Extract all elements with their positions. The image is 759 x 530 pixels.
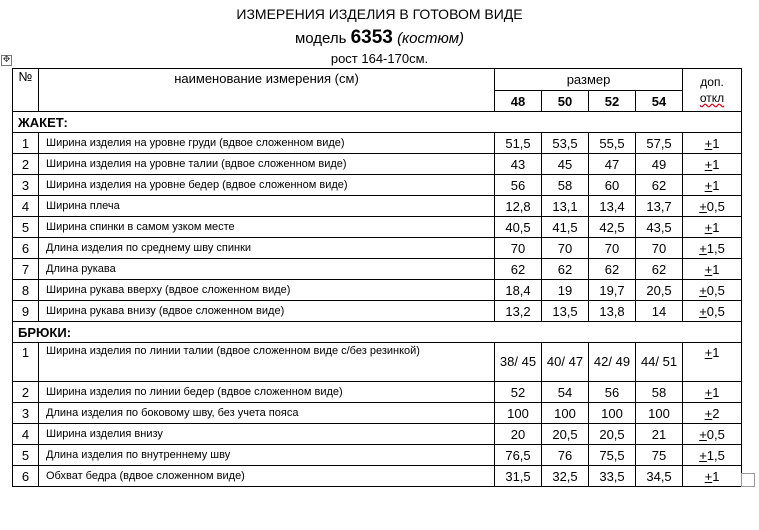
- tolerance-value: +1: [683, 382, 742, 403]
- row-number: 2: [13, 154, 39, 175]
- section-row: [13, 112, 742, 133]
- size-48: 48: [495, 91, 542, 112]
- table-row: [13, 382, 742, 403]
- row-number: 4: [13, 196, 39, 217]
- table-row: [13, 154, 742, 175]
- size-value: 38/ 45: [495, 343, 542, 382]
- size-value: 52: [495, 382, 542, 403]
- header-size: размер: [495, 69, 683, 91]
- size-value: 40,5: [495, 217, 542, 238]
- tolerance-value: +1: [683, 217, 742, 238]
- measurement-name: Обхват бедра (вдвое сложенном виде): [39, 466, 495, 487]
- size-value: 31,5: [495, 466, 542, 487]
- table-row: [13, 466, 742, 487]
- size-value: 51,5: [495, 133, 542, 154]
- header-tolerance-line2: откл: [699, 91, 725, 105]
- size-value: 57,5: [636, 133, 683, 154]
- size-value: 14: [636, 301, 683, 322]
- size-value: 13,2: [495, 301, 542, 322]
- tolerance-value: +2: [683, 403, 742, 424]
- measurement-name: Длина изделия по среднему шву спинки: [39, 238, 495, 259]
- size-value: 13,1: [542, 196, 589, 217]
- table-row: [13, 217, 742, 238]
- row-number: 6: [13, 466, 39, 487]
- size-value: 58: [542, 175, 589, 196]
- tolerance-value: +0,5: [683, 301, 742, 322]
- model-note: (костюм): [397, 30, 465, 47]
- row-number: 9: [13, 301, 39, 322]
- measurement-name: Ширина изделия на уровне талии (вдвое сложенном виде): [39, 154, 495, 175]
- size-value: 56: [589, 382, 636, 403]
- row-number: 3: [13, 175, 39, 196]
- size-value: 32,5: [542, 466, 589, 487]
- table-row: [13, 259, 742, 280]
- size-value: 18,4: [495, 280, 542, 301]
- measurement-name: Длина рукава: [39, 259, 495, 280]
- size-value: 13,4: [589, 196, 636, 217]
- size-value: 45: [542, 154, 589, 175]
- size-value: 76: [542, 445, 589, 466]
- size-value: 49: [636, 154, 683, 175]
- measurement-name: Ширина плеча: [39, 196, 495, 217]
- measurement-name: Длина изделия по внутреннему шву: [39, 445, 495, 466]
- size-value: 100: [589, 403, 636, 424]
- tolerance-value: +1: [683, 259, 742, 280]
- size-value: 100: [495, 403, 542, 424]
- measurement-name: Ширина изделия по линии бедер (вдвое сложенном виде): [39, 382, 495, 403]
- tolerance-value: +0,5: [683, 280, 742, 301]
- tolerance-value: +1,5: [683, 445, 742, 466]
- header-measurement-name: наименование измерения (см): [39, 69, 495, 112]
- size-value: 21: [636, 424, 683, 445]
- tolerance-value: +0,5: [683, 424, 742, 445]
- table-row: [13, 238, 742, 259]
- size-value: 42/ 49: [589, 343, 636, 382]
- size-value: 34,5: [636, 466, 683, 487]
- size-value: 70: [495, 238, 542, 259]
- size-value: 41,5: [542, 217, 589, 238]
- measurement-name: Ширина рукава вверху (вдвое сложенном виде): [39, 280, 495, 301]
- row-number: 7: [13, 259, 39, 280]
- tolerance-value: +1: [683, 343, 742, 382]
- table-row: [13, 343, 742, 382]
- size-value: 13,7: [636, 196, 683, 217]
- size-value: 33,5: [589, 466, 636, 487]
- header-number: №: [13, 69, 39, 112]
- size-value: 13,8: [589, 301, 636, 322]
- model-number: 6353: [350, 27, 393, 48]
- size-54: 54: [636, 91, 683, 112]
- table-row: [13, 196, 742, 217]
- size-value: 58: [636, 382, 683, 403]
- size-value: 20,5: [636, 280, 683, 301]
- size-value: 20,5: [589, 424, 636, 445]
- size-value: 76,5: [495, 445, 542, 466]
- row-number: 1: [13, 133, 39, 154]
- size-value: 70: [636, 238, 683, 259]
- size-value: 47: [589, 154, 636, 175]
- size-value: 55,5: [589, 133, 636, 154]
- size-value: 60: [589, 175, 636, 196]
- size-50: 50: [542, 91, 589, 112]
- size-value: 62: [636, 259, 683, 280]
- measurement-name: Ширина изделия по линии талии (вдвое сложенном виде с/без резинкой): [39, 343, 495, 382]
- tolerance-value: +1: [683, 133, 742, 154]
- header-tolerance-line1: доп.: [700, 75, 724, 89]
- size-value: 62: [589, 259, 636, 280]
- size-value: 100: [542, 403, 589, 424]
- table-row: [13, 280, 742, 301]
- size-value: 70: [589, 238, 636, 259]
- measurement-name: Ширина изделия на уровне бедер (вдвое сложенном виде): [39, 175, 495, 196]
- row-number: 6: [13, 238, 39, 259]
- header-tolerance: [683, 69, 742, 112]
- section-label: БРЮКИ:: [13, 322, 742, 343]
- table-row: [13, 301, 742, 322]
- size-value: 19: [542, 280, 589, 301]
- model-label: модель: [294, 30, 347, 47]
- size-value: 20: [495, 424, 542, 445]
- size-52: 52: [589, 91, 636, 112]
- size-value: 44/ 51: [636, 343, 683, 382]
- size-value: 62: [495, 259, 542, 280]
- size-value: 62: [636, 175, 683, 196]
- row-number: 4: [13, 424, 39, 445]
- size-value: 75: [636, 445, 683, 466]
- size-value: 42,5: [589, 217, 636, 238]
- height-range: рост 164-170см.: [330, 51, 429, 66]
- table-header-row: [13, 69, 742, 91]
- size-value: 54: [542, 382, 589, 403]
- size-value: 75,5: [589, 445, 636, 466]
- table-row: [13, 445, 742, 466]
- size-value: 43,5: [636, 217, 683, 238]
- tolerance-value: +1,5: [683, 238, 742, 259]
- measurements-table: [12, 68, 742, 487]
- table-resize-handle[interactable]: [741, 473, 755, 487]
- tolerance-value: +0,5: [683, 196, 742, 217]
- row-number: 3: [13, 403, 39, 424]
- measurement-name: Ширина спинки в самом узком месте: [39, 217, 495, 238]
- section-label: ЖАКЕТ:: [13, 112, 742, 133]
- size-value: 20,5: [542, 424, 589, 445]
- size-value: 40/ 47: [542, 343, 589, 382]
- section-row: [13, 322, 742, 343]
- table-row: [13, 403, 742, 424]
- tolerance-value: +1: [683, 154, 742, 175]
- measurement-name: Ширина изделия на уровне груди (вдвое сложенном виде): [39, 133, 495, 154]
- row-number: 2: [13, 382, 39, 403]
- tolerance-value: +1: [683, 175, 742, 196]
- row-number: 5: [13, 217, 39, 238]
- size-value: 13,5: [542, 301, 589, 322]
- tolerance-value: +1: [683, 466, 742, 487]
- size-value: 100: [636, 403, 683, 424]
- row-number: 8: [13, 280, 39, 301]
- size-value: 70: [542, 238, 589, 259]
- measurement-name: Ширина изделия внизу: [39, 424, 495, 445]
- size-value: 53,5: [542, 133, 589, 154]
- size-value: 43: [495, 154, 542, 175]
- row-number: 1: [13, 343, 39, 382]
- table-row: [13, 133, 742, 154]
- size-value: 19,7: [589, 280, 636, 301]
- size-value: 56: [495, 175, 542, 196]
- table-row: [13, 424, 742, 445]
- model-line: [0, 27, 759, 49]
- document-title: ИЗМЕРЕНИЯ ИЗДЕЛИЯ В ГОТОВОМ ВИДЕ: [236, 6, 523, 22]
- table-row: [13, 175, 742, 196]
- size-value: 12,8: [495, 196, 542, 217]
- size-value: 62: [542, 259, 589, 280]
- measurement-name: Ширина рукава внизу (вдвое сложенном виде): [39, 301, 495, 322]
- row-number: 5: [13, 445, 39, 466]
- table-move-handle-icon[interactable]: ✥: [2, 55, 11, 65]
- measurement-name: Длина изделия по боковому шву, без учета пояса: [39, 403, 495, 424]
